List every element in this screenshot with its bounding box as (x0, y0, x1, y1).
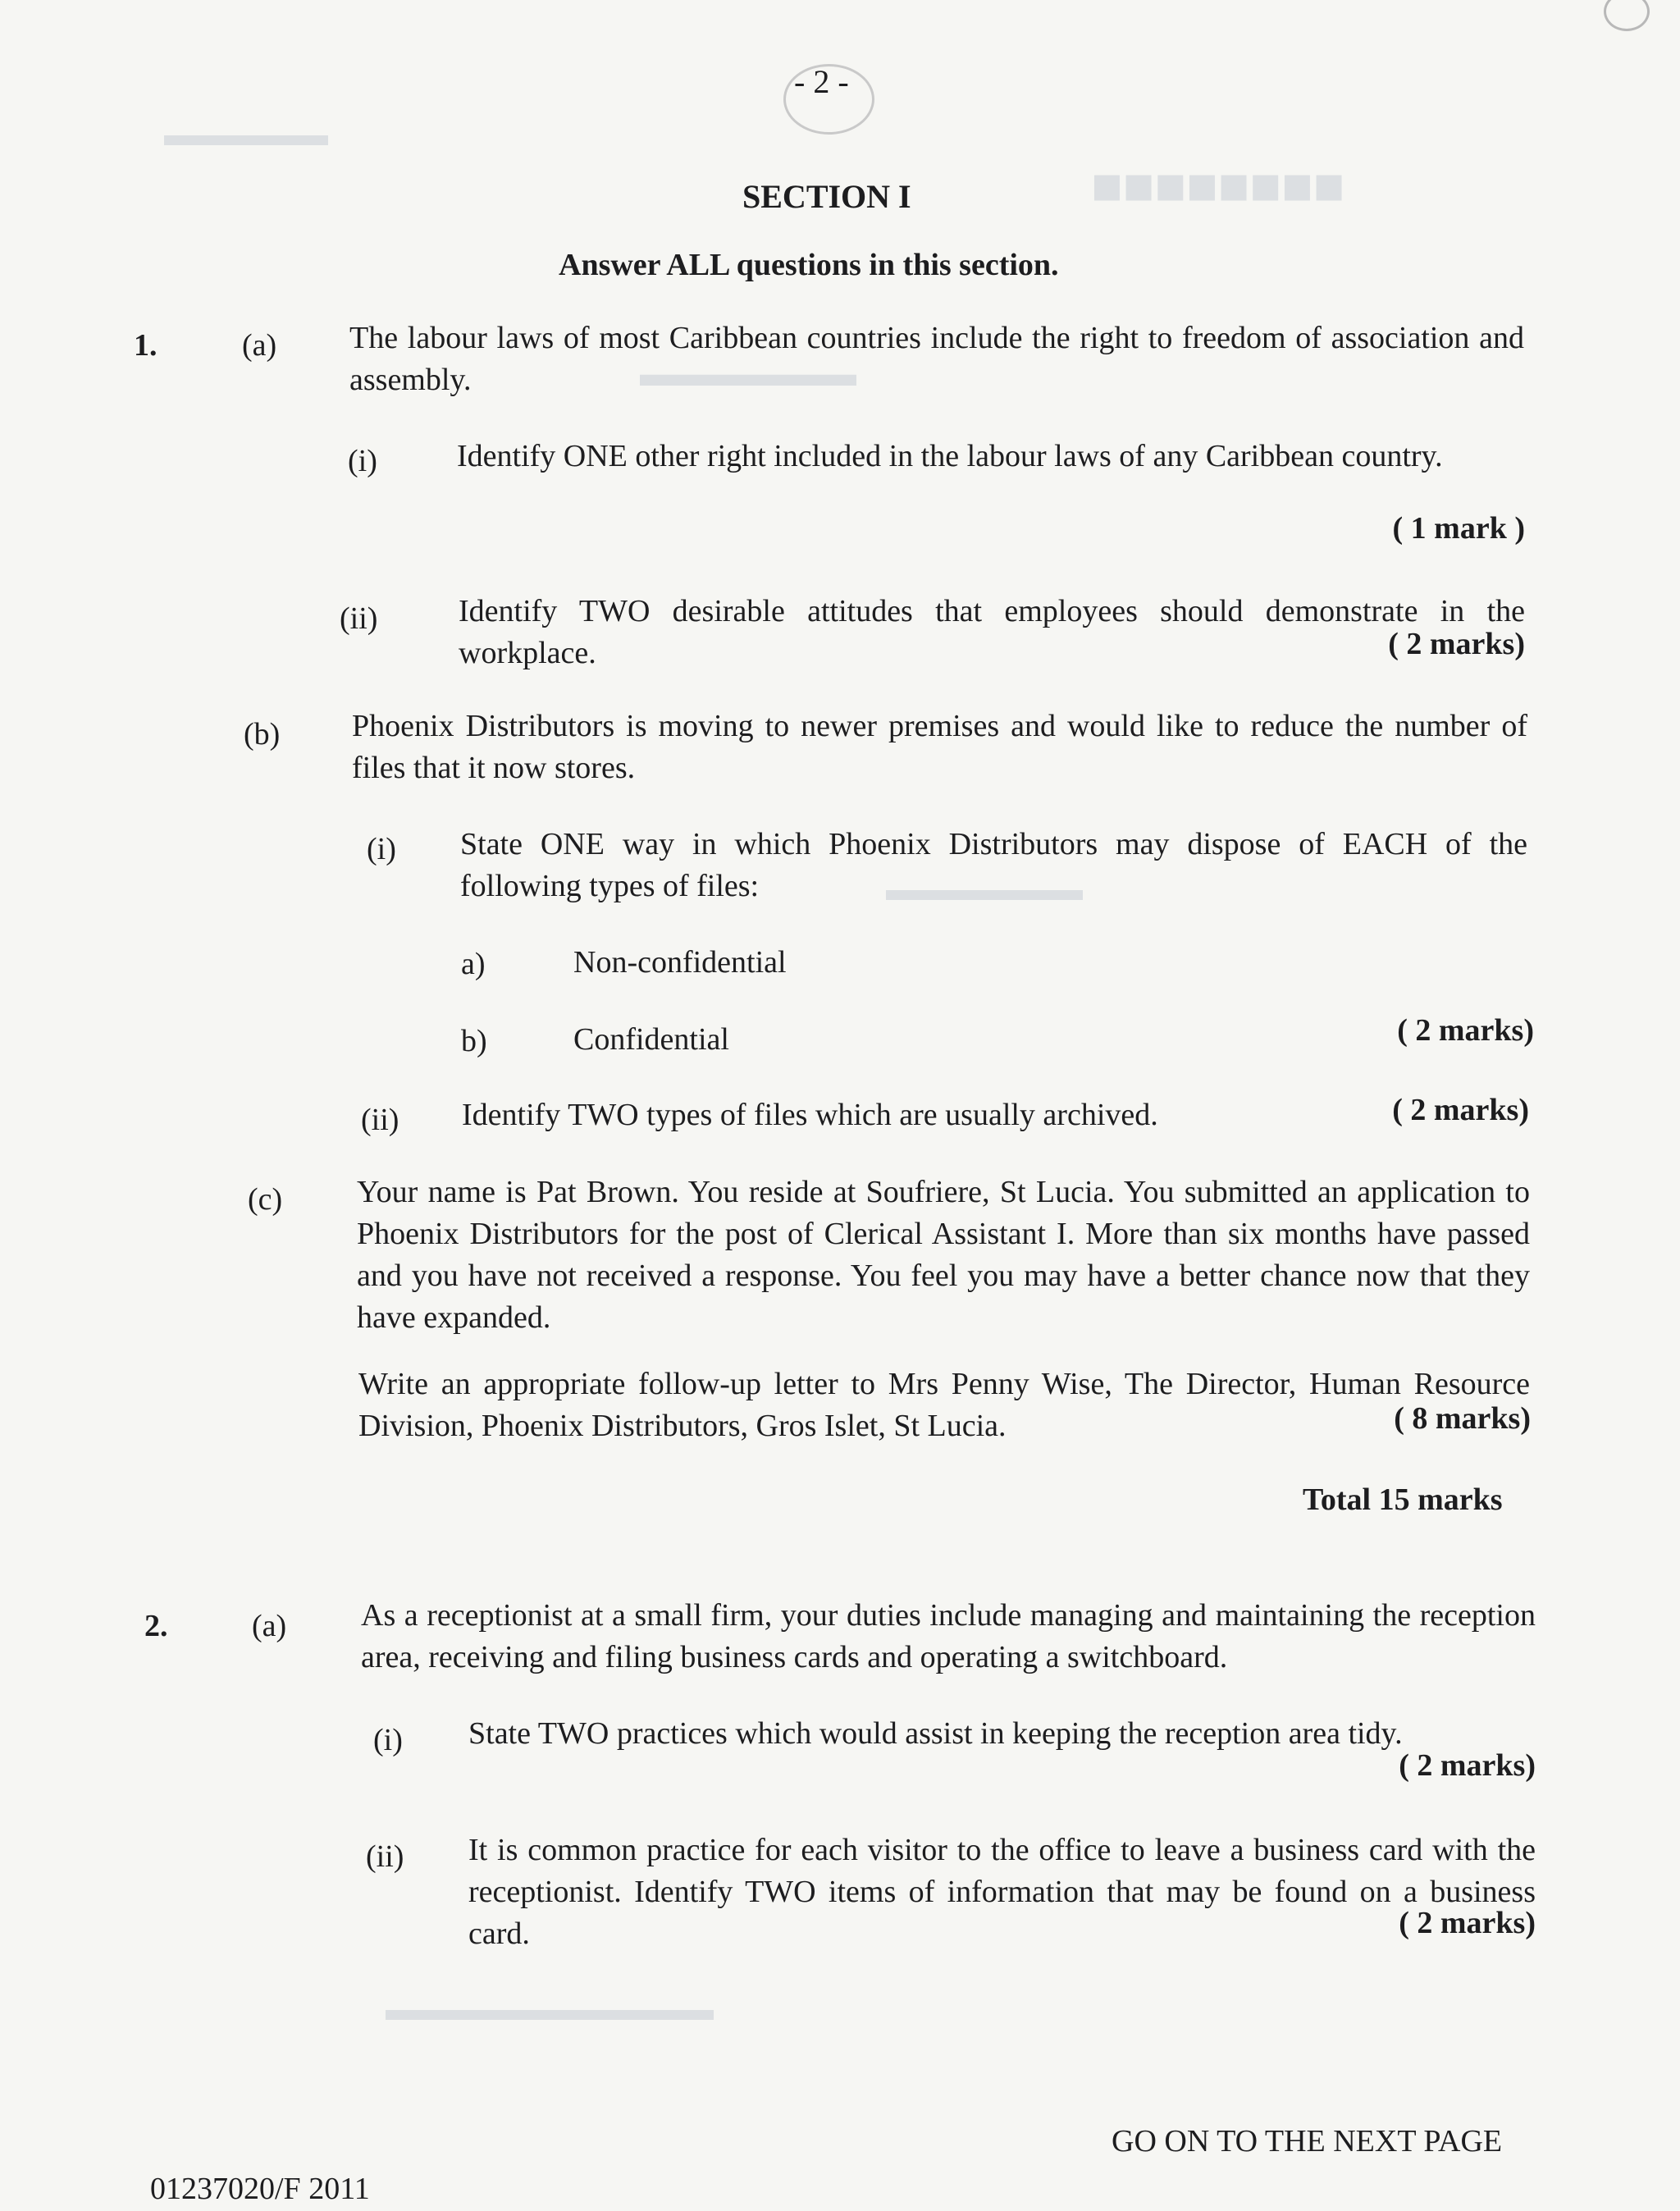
exam-page: ■■■■■■■■ ▬▬▬▬▬ ▬▬▬▬▬▬ ▬▬▬▬▬▬ ▬▬▬▬▬▬▬▬▬▬ - 2 - SECTION I Answer ALL questions in this section. 1. (a) The labour laws of most Caribbean countries include the right to freedom of association and assembly. (i) Identify ONE other right included in the labour laws of any Caribbean country. ( 1 mark ) (ii) Identify TWO desirable attitudes that employees should demonstrate in the workplace. ( 2 marks) (b) Phoenix Distributors is moving to newer premises and would like to reduce the number of files that it now stores. (i) State ONE way in which Phoenix Distributors may dispose of EACH of the following types of files: a) Non-confidential b) Confidential ( 2 marks) (ii) Identify TWO types of files which are usually archived. ( 2 marks) (c) Your name is Pat Brown. You reside at Soufriere, St Lucia. You submitted an application to Phoenix Distributors for the post of Clerical Assistant I. More than six months have passed and you have not received a response. You feel you may have a better chance now that they have expanded. Write an appropriate follow-up letter to Mrs Penny Wise, The Director, Human Resource Division, Phoenix Distributors, Gros Islet, St Lucia. ( 8 marks) Total 15 marks 2. (a) As a receptionist at a small firm, your duties include managing and maintaining the reception area, receiving and filing business cards and operating a switchboard. (i) State TWO practices which would assist in keeping the reception area tidy. ( 2 marks) (ii) It is common practice for each visitor to the office to leave a business card with the receptionist. Identify TWO items of information that may be found on a business card. ( 2 marks) GO ON TO THE NEXT PAGE 01237020/F 2011 (0, 0, 1680, 2211)
q1-b-text: Phoenix Distributors is moving to newer premises and would like to reduce the number of files that it now stores. (352, 709, 1527, 785)
q1-a-i-text: Identify ONE other right included in the labour laws of any Caribbean country. (457, 439, 1443, 473)
q1-a-i-label: (i) (348, 444, 377, 478)
q1-b-i-item-a-text: Non-confidential (573, 945, 787, 980)
q2-a-label: (a) (252, 1609, 287, 1643)
q1-b-i-marks: ( 2 marks) (1397, 1013, 1534, 1048)
q2-a-i-label: (i) (373, 1723, 403, 1757)
q1-b-ii-marks: ( 2 marks) (1392, 1093, 1529, 1127)
q1-b-i-item-b-label: b) (461, 1024, 487, 1058)
section-title: SECTION I (742, 178, 911, 215)
q1-c-marks: ( 8 marks) (1394, 1401, 1531, 1436)
section-instruction: Answer ALL questions in this section. (559, 248, 1059, 282)
q1-b-ii-text: Identify TWO types of files which are usually archived. (462, 1098, 1158, 1132)
q1-b-i-item-a-label: a) (461, 947, 486, 981)
q2-a-i-text: State TWO practices which would assist in keeping the reception area tidy. (468, 1716, 1403, 1751)
q1-c-text: Your name is Pat Brown. You reside at Soufriere, St Lucia. You submitted an application to Phoenix Distributors for the post of Clerical Assistant I. More than six months have passed and you have not received a response. You feel you may have a better chance now that they have expanded. (357, 1175, 1530, 1335)
q2-a-ii-label: (ii) (366, 1839, 404, 1874)
q2-a-ii-marks: ( 2 marks) (1399, 1906, 1536, 1940)
q1-b-label: (b) (244, 717, 281, 751)
q1-a-ii-label: (ii) (340, 601, 378, 636)
q1-a-i-marks: ( 1 mark ) (1392, 511, 1525, 546)
q1-c-task: Write an appropriate follow-up letter to Mrs Penny Wise, The Director, Human Resource Division, Phoenix Distributors, Gros Islet, St Lucia. (358, 1367, 1530, 1443)
page-number: - 2 - (794, 63, 849, 100)
q1-a-ii-marks: ( 2 marks) (1388, 627, 1525, 661)
question-1-number: 1. (134, 328, 158, 363)
q1-a-ii-text: Identify TWO desirable attitudes that employees should demonstrate in the workplace. (459, 594, 1525, 670)
q2-a-text: As a receptionist at a small firm, your duties include managing and maintaining the reception area, receiving and filing business cards and operating a switchboard. (361, 1598, 1536, 1674)
paper-code: 01237020/F 2011 (150, 2172, 370, 2206)
q1-b-i-text: State ONE way in which Phoenix Distributors may dispose of EACH of the following types of files: (460, 827, 1527, 903)
q1-a-label: (a) (242, 328, 277, 363)
question-2-number: 2. (144, 1609, 168, 1643)
q1-a-text: The labour laws of most Caribbean countries include the right to freedom of association and assembly. (349, 321, 1524, 397)
q1-total-marks: Total 15 marks (1303, 1482, 1503, 1517)
q2-a-ii-text: It is common practice for each visitor to the office to leave a business card with the receptionist. Identify TWO items of information that may be found on a business card. (468, 1833, 1536, 1951)
q1-b-ii-label: (ii) (361, 1103, 399, 1137)
q1-b-i-item-b-text: Confidential (573, 1022, 729, 1057)
go-on-next-page: GO ON TO THE NEXT PAGE (1112, 2124, 1503, 2158)
q1-b-i-label: (i) (367, 832, 396, 866)
q1-c-label: (c) (248, 1182, 283, 1217)
q2-a-i-marks: ( 2 marks) (1399, 1748, 1536, 1783)
